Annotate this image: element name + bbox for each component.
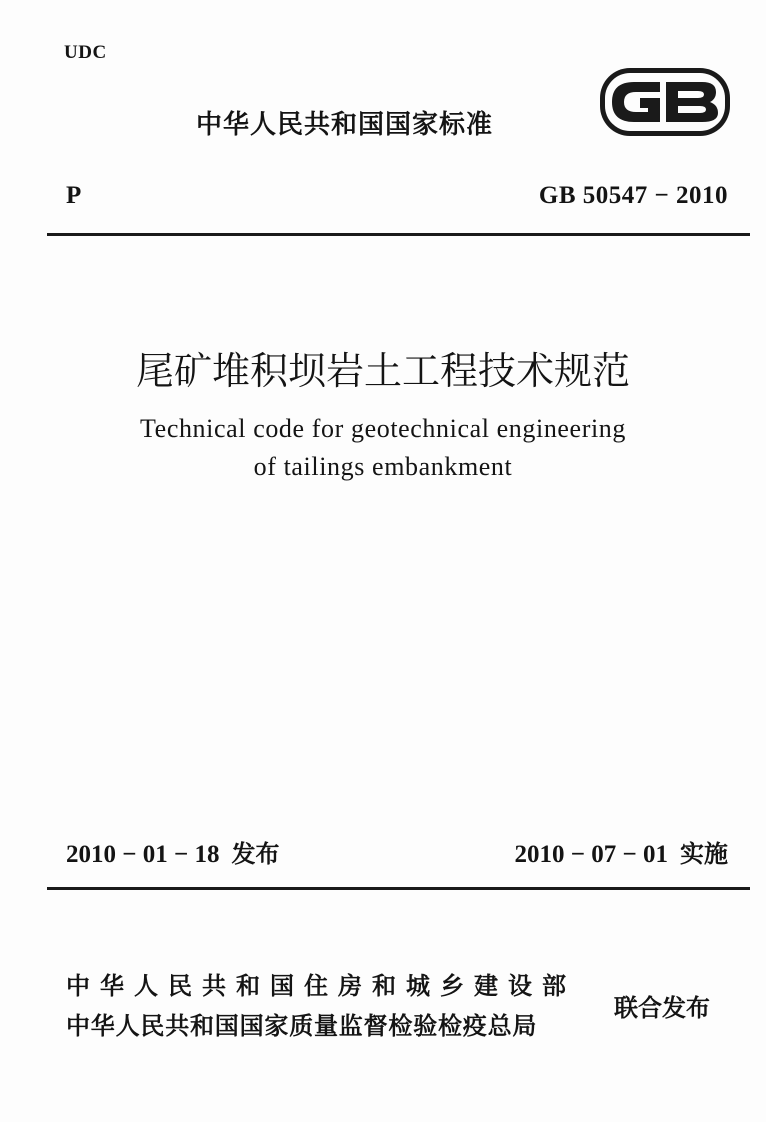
joint-issue-label: 联合发布	[614, 994, 710, 1022]
top-divider	[47, 233, 750, 236]
implementation-date-value: 2010 − 07 − 01	[514, 841, 668, 868]
udc-label: UDC	[64, 42, 107, 63]
title-chinese: 尾矿堆积坝岩土工程技术规范	[135, 349, 630, 393]
implementation-date	[515, 834, 729, 869]
standard-type-heading: 中华人民共和国国家标准	[196, 110, 494, 140]
issuer-aqsiq: 中华人民共和国国家质量监督检验检疫总局	[66, 1012, 538, 1040]
standard-number: GB 50547 − 2010	[538, 182, 728, 209]
bottom-divider	[47, 887, 750, 890]
issue-date	[66, 834, 280, 869]
title-english-line-1: Technical code for geotechnical engineering	[140, 414, 626, 443]
category-code: P	[66, 182, 82, 209]
issuer-ministry: 中华人民共和国住房和城乡建设部	[66, 972, 576, 1000]
issue-date-value: 2010 − 01 − 18	[66, 841, 220, 868]
issue-date-label: 发布	[231, 840, 280, 868]
title-english-line-2: of tailings embankment	[253, 452, 513, 481]
title-english	[0, 410, 766, 486]
gb-logo	[598, 66, 732, 138]
implementation-date-label: 实施	[680, 840, 728, 868]
